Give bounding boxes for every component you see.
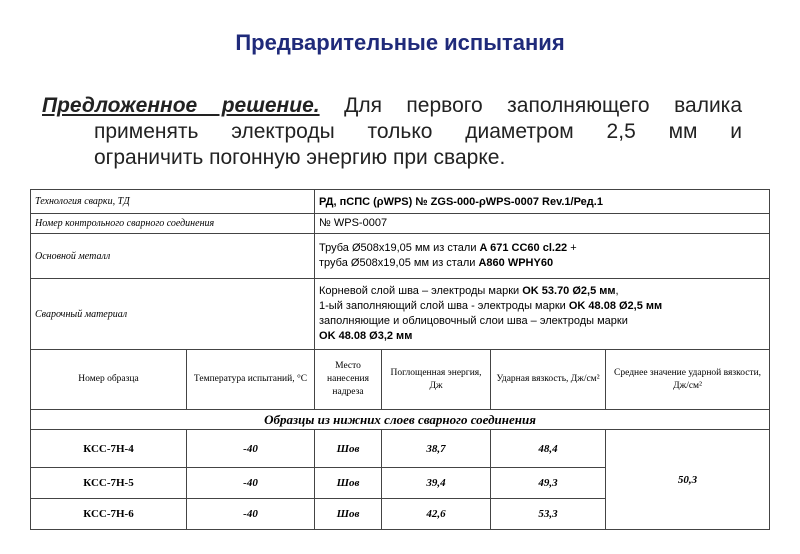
row-joint-number bbox=[31, 214, 770, 234]
energy-cell: 38,7 bbox=[382, 430, 491, 468]
temperature-cell: -40 bbox=[187, 499, 315, 530]
welding-technology-value: РД, пСПС (ρWPS) № ZGS-000-ρWPS-0007 Rev.1/Ред.1 bbox=[315, 190, 770, 214]
test-results-table bbox=[30, 189, 770, 530]
header-notch-location: Место нанесения надреза bbox=[315, 350, 382, 410]
joint-number-value: № WPS-0007 bbox=[315, 214, 770, 234]
joint-number-label: Номер контрольного сварного соединения bbox=[31, 214, 315, 234]
header-sample: Номер образца bbox=[31, 350, 187, 410]
header-absorbed-energy: Поглощенная энергия, Дж bbox=[382, 350, 491, 410]
proposed-solution-paragraph bbox=[42, 93, 742, 171]
energy-cell: 42,6 bbox=[382, 499, 491, 530]
paragraph-line-3: ограничить погонную энергию при сварке. bbox=[94, 146, 506, 169]
welding-material-value: Корневой слой шва – электроды марки OK 53.70 Ø2,5 мм, 1-ый заполняющий слой шва - электроды марки OK 48.08 Ø2,5 мм заполняющие и облицовочный слои шва – электроды марки OK 48.08 Ø3,2 мм bbox=[315, 279, 770, 350]
section-title: Образцы из нижних слоев сварного соединения bbox=[31, 410, 770, 430]
row-welding-technology bbox=[31, 190, 770, 214]
temperature-cell: -40 bbox=[187, 430, 315, 468]
impact-cell: 48,4 bbox=[491, 430, 606, 468]
welding-technology-label: Технология сварки, ТД bbox=[31, 190, 315, 214]
header-temperature: Температура испытаний, °С bbox=[187, 350, 315, 410]
impact-cell: 49,3 bbox=[491, 468, 606, 499]
base-metal-label: Основной металл bbox=[31, 234, 315, 279]
average-impact-cell: 50,3 bbox=[606, 430, 770, 530]
header-impact-strength: Ударная вязкость, Дж/см² bbox=[491, 350, 606, 410]
proposed-solution-lead: Предложенное решение. bbox=[42, 94, 320, 117]
energy-cell: 39,4 bbox=[382, 468, 491, 499]
row-welding-material bbox=[31, 279, 770, 350]
paragraph-line-1: Для первого заполняющего валика bbox=[344, 94, 743, 117]
paragraph-line-2: применять электроды только диаметром 2,5 мм и bbox=[94, 120, 742, 143]
temperature-cell: -40 bbox=[187, 468, 315, 499]
sample-cell: КСС-7Н-4 bbox=[31, 430, 187, 468]
notch-cell: Шов bbox=[315, 430, 382, 468]
impact-cell: 53,3 bbox=[491, 499, 606, 530]
welding-material-label: Сварочный материал bbox=[31, 279, 315, 350]
table-row bbox=[31, 430, 770, 468]
header-row bbox=[31, 350, 770, 410]
section-row bbox=[31, 410, 770, 430]
sample-cell: КСС-7Н-5 bbox=[31, 468, 187, 499]
base-metal-value: Труба Ø508x19,05 мм из стали A 671 CC60 cl.22 + труба Ø508x19,05 мм из стали A860 WPHY60 bbox=[315, 234, 770, 279]
notch-cell: Шов bbox=[315, 499, 382, 530]
sample-cell: КСС-7Н-6 bbox=[31, 499, 187, 530]
row-base-metal bbox=[31, 234, 770, 279]
header-average-impact: Среднее значение ударной вязкости, Дж/см² bbox=[606, 350, 770, 410]
page-title: Предварительные испытания bbox=[235, 30, 565, 55]
notch-cell: Шов bbox=[315, 468, 382, 499]
